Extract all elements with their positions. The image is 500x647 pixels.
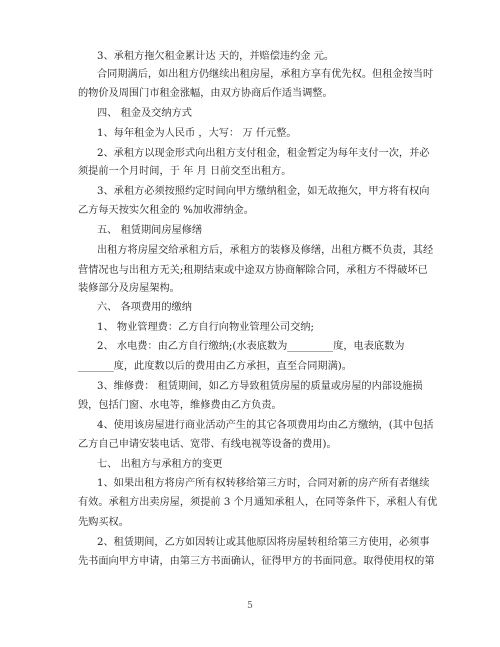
text-line: 先购买权。 <box>78 517 129 528</box>
text-line: 先书面向甲方申请，由第三方书面确认，征得甲方的书面同意。取得使用权的第 <box>78 556 435 567</box>
text-line: 2、租赁期间，乙方如因转让或其他原因将房屋转租给第三方使用，必须事 <box>97 537 430 548</box>
text-line: 出租方将房屋交给承租方后，承租方的装修及修缮，出租方概不负责，其经 <box>97 245 434 256</box>
text-line: 2、 水电费：由乙方自行缴纳;(水表底数为_________度，电表底数为 <box>97 341 405 352</box>
section-heading: 七、 出租方与承租方的变更 <box>97 459 223 470</box>
text-line: 乙方自己申请安装电话、宽带、有线电视等设备的费用)。 <box>78 439 337 450</box>
text-line: _______度，此度数以后的费用由乙方承担，直至合同期满)。 <box>78 361 352 372</box>
page-number: 5 <box>247 601 253 611</box>
text-line: 毁，包括门窗、水电等，维修费由乙方负责。 <box>78 400 282 411</box>
section-heading: 五、 租赁期间房屋修缮 <box>97 225 203 236</box>
text-line: 合同期满后，如出租方仍继续出租房屋，承租方享有优先权。但租金按当时 <box>97 69 434 80</box>
text-line: 有效。承租方出卖房屋，须提前 3 个月通知承租人，在同等条件下，承租人有优 <box>78 497 438 508</box>
text-line: 乙方每天按实欠租金的 %加收滞纳金。 <box>78 205 254 216</box>
text-line: 1、如果出租方将房产所有权转移给第三方时，合同对新的房产所有者继续 <box>97 478 430 489</box>
section-heading: 四、 租金及交纳方式 <box>97 108 192 119</box>
section-heading: 六、 各项费用的缴纳 <box>97 302 192 313</box>
text-line: 的物价及周围门市租金涨幅，由双方协商后作适当调整。 <box>78 88 333 99</box>
text-line: 1、每年租金为人民币 ，大写： 万 仟元整。 <box>97 128 297 139</box>
text-line: 须提前一个月时间，于 年 月 日前交至出租方。 <box>78 166 292 177</box>
text-line: 营情况也与出租方无关;租期结束或中途双方协商解除合同，承租方不得破坏已 <box>78 265 428 276</box>
text-line: 3、维修费： 租赁期间，如乙方导致租赁房屋的质量或房屋的内部设施损 <box>97 381 423 392</box>
text-line: 1、 物业管理费：乙方自行向物业管理公司交纳; <box>97 322 314 333</box>
text-line: 2、承租方以现金形式向出租方支付租金，租金暂定为每年支付一次，并必 <box>97 148 430 159</box>
text-line: 4、使用该房屋进行商业活动产生的其它各项费用均由乙方缴纳，(其中包括 <box>97 420 434 431</box>
text-line: 3、承租方拖欠租金累计达 天的，并赔偿违约金 元。 <box>97 51 335 62</box>
text-line: 3、承租方必须按照约定时间向甲方缴纳租金，如无故拖欠，甲方将有权向 <box>97 186 430 197</box>
text-line: 装修部分及房屋架构。 <box>78 283 180 294</box>
